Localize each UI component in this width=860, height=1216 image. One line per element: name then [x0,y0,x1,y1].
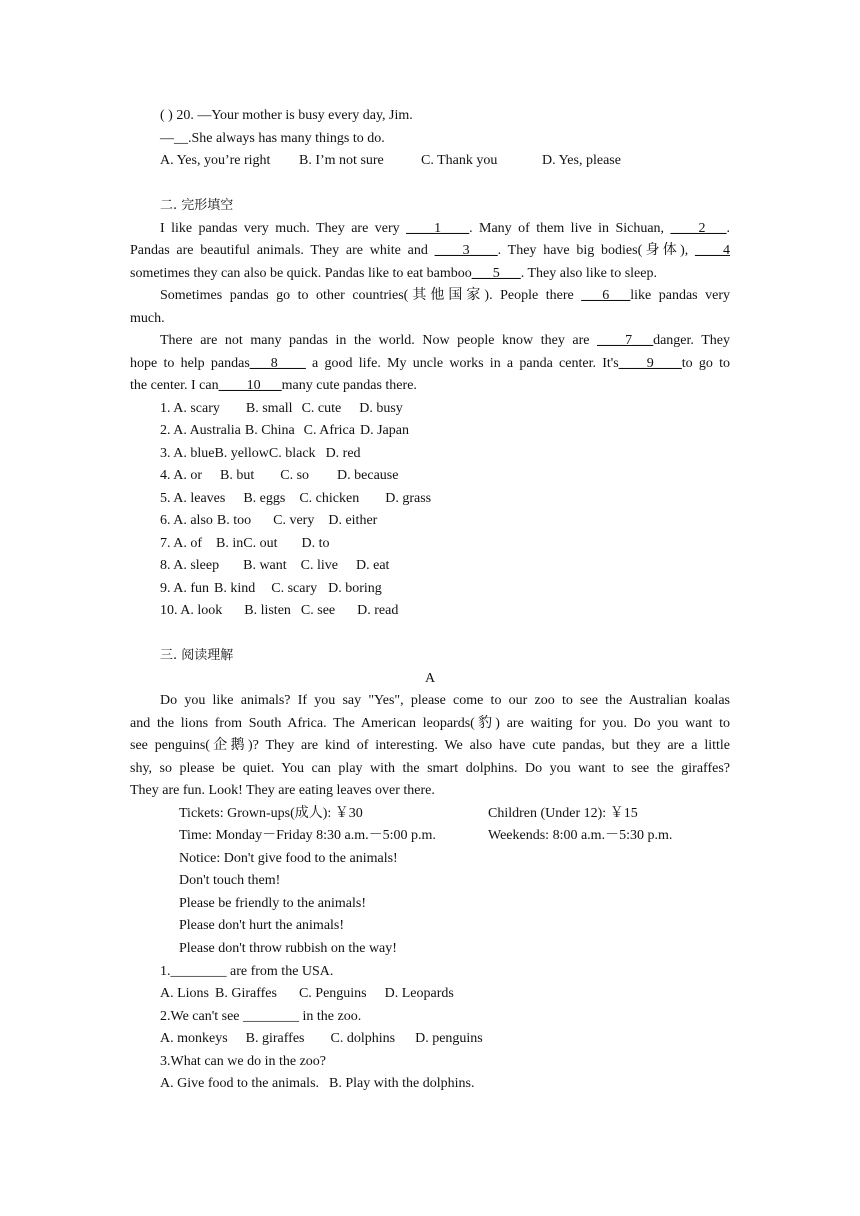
cloze-options-6: 6. A. also B. too C. very D. either [160,513,378,528]
reading-passage-line4: shy, so please be quiet. You can play with the smart dolphins. Do you want to see the giraffes? [130,761,730,776]
notice-3: Please be friendly to the animals! [179,896,366,911]
tickets-grownups: Tickets: Grown-ups(成人): ￥30 [179,806,363,821]
reading-part-label: A [424,671,436,686]
cloze-p2-line1: Sometimes pandas go to other countries(其他国家). People there ___6___like pandas very [160,288,730,303]
cloze-heading: 二. 完形填空 [160,198,234,213]
cloze-p3-line3: the center. I can____10___many cute pandas there. [130,378,417,393]
cloze-options-8: 8. A. sleep B. want C. live D. eat [160,558,390,573]
q20-option-c: C. Thank you [421,153,498,168]
cloze-options-10: 10. A. look B. listen C. see D. read [160,603,399,618]
reading-question-3: 3.What can we do in the zoo? [160,1054,326,1069]
notice-4: Please don't hurt the animals! [179,918,345,933]
cloze-options-3: 3. A. blueB. yellowC. black D. red [160,446,361,461]
reading-passage-line1: Do you like animals? If you say "Yes", please come to our zoo to see the Australian koalas [160,693,730,708]
cloze-p3-line2: hope to help pandas___8____ a good life. My uncle works in a panda center. It's____9____to go to [130,356,730,371]
cloze-options-9: 9. A. fun B. kind C. scary D. boring [160,581,382,596]
cloze-options-7: 7. A. of B. inC. out D. to [160,536,330,551]
cloze-p1-line2: Pandas are beautiful animals. They are white and ____3____. They have big bodies(身体), ____4 [130,243,730,258]
cloze-options-1: 1. A. scary B. small C. cute D. busy [160,401,403,416]
blank-4: ____4 [695,243,730,258]
reading-passage-line2: and the lions from South Africa. The American leopards(豹) are waiting for you. Do you want to [130,716,730,731]
reading-question-2-options: A. monkeys B. giraffes C. dolphins D. penguins [160,1031,483,1046]
reading-question-3-options: A. Give food to the animals. B. Play with the dolphins. [160,1076,475,1091]
cloze-options-4: 4. A. or B. but C. so D. because [160,468,399,483]
question-20-stem: ( ) 20. —Your mother is busy every day, Jim. [160,108,413,123]
blank-3: ____3____ [434,243,498,258]
question-20-reply: —__.She always has many things to do. [160,131,385,146]
notice-2: Don't touch them! [179,873,281,888]
blank-5: ___5___ [471,266,521,281]
reading-heading: 三. 阅读理解 [160,648,234,663]
cloze-options-2: 2. A. Australia B. China C. Africa D. Japan [160,423,409,438]
blank-2: ____2___ [670,221,727,236]
blank-10: ____10___ [218,378,282,393]
time-weekdays: Time: Monday－Friday 8:30 a.m.－5:00 p.m. [179,828,436,843]
time-weekends: Weekends: 8:00 a.m.－5:30 p.m. [488,828,673,843]
q20-option-d: D. Yes, please [542,153,621,168]
reading-question-1-options: A. Lions B. Giraffes C. Penguins D. Leopards [160,986,454,1001]
cloze-p1-line1: I like pandas very much. They are very ____1____. Many of them live in Sichuan, ____2___. [160,221,730,236]
cloze-p1-line3: sometimes they can also be quick. Pandas like to eat bamboo___5___. They also like to sleep. [130,266,657,281]
reading-passage-line3: see penguins(企鹅)? They are kind of interesting. We also have cute pandas, but they are a little [130,738,730,753]
cloze-options-5: 5. A. leaves B. eggs C. chicken D. grass [160,491,432,506]
cloze-p3-line1: There are not many pandas in the world. Now people know they are ____7___danger. They [160,333,730,348]
reading-passage-line5: They are fun. Look! They are eating leaves over there. [130,783,435,798]
notice-5: Please don't throw rubbish on the way! [179,941,397,956]
blank-8: ___8____ [249,356,306,371]
cloze-p2-line2: much. [130,311,165,326]
notice-1: Notice: Don't give food to the animals! [179,851,398,866]
blank-7: ____7___ [597,333,654,348]
reading-question-1: 1.________ are from the USA. [160,964,334,979]
tickets-children: Children (Under 12): ￥15 [488,806,638,821]
blank-9: ____9____ [618,356,682,371]
reading-question-2: 2.We can't see ________ in the zoo. [160,1009,362,1024]
blank-6: ___6___ [581,288,631,303]
q20-option-b: B. I’m not sure [299,153,384,168]
q20-option-a: A. Yes, you’re right [160,153,271,168]
blank-1: ____1____ [406,221,470,236]
